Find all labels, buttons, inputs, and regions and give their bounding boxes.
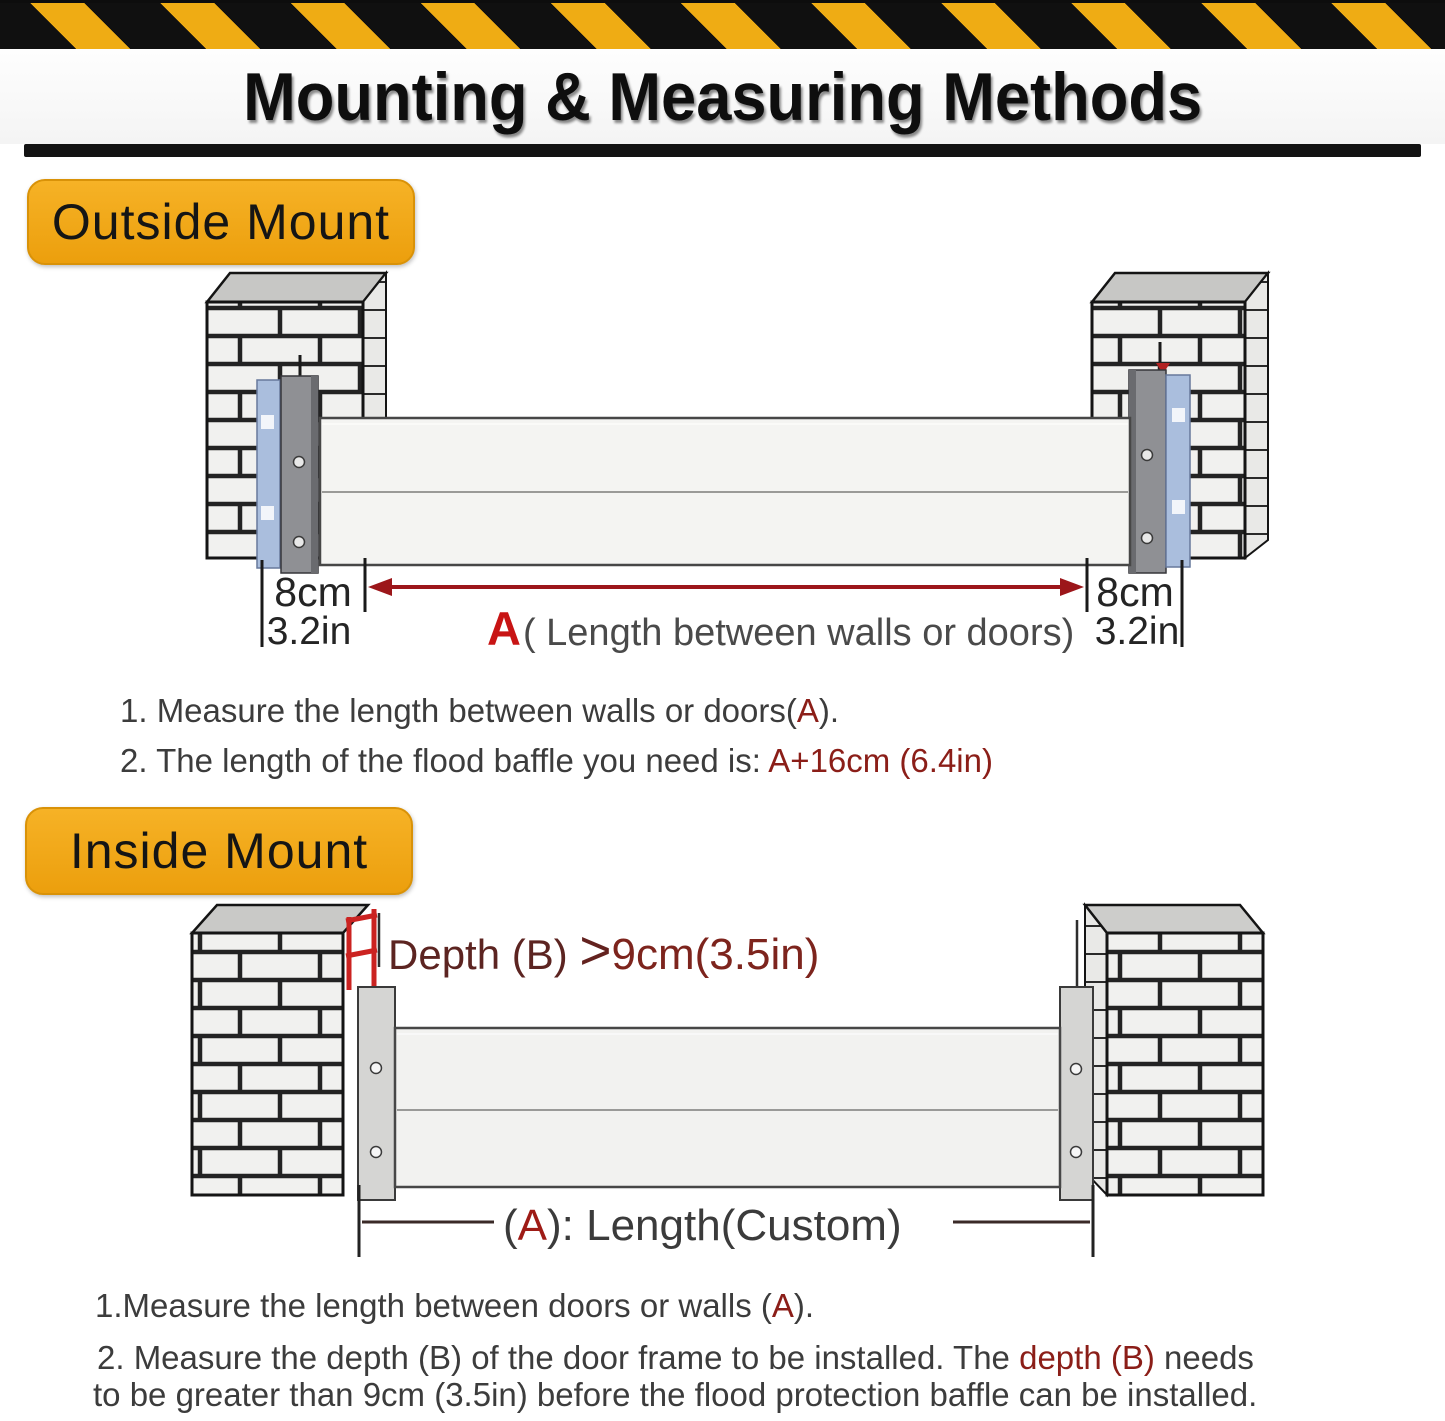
left-offset-cm-label: 8cm — [274, 569, 352, 615]
outside-step-2 — [120, 742, 993, 780]
page-title: Mounting & Measuring Methods — [242, 58, 1203, 135]
dimension-a-letter: A — [517, 1201, 548, 1250]
depth-b-value: 9cm(3.5in) — [611, 930, 820, 979]
greater-than-sign: > — [579, 919, 612, 981]
step-text: ). — [818, 692, 840, 729]
mounting-channel-right — [1060, 987, 1093, 1200]
dimension-a-letter: A — [487, 602, 521, 655]
screw-icon — [371, 1063, 382, 1074]
title-banner — [0, 49, 1445, 144]
length-a-caption — [487, 601, 1074, 656]
outside-mount-badge — [27, 179, 415, 265]
inside-step-2-line-2 — [93, 1376, 1257, 1414]
step-text: 1.Measure the length between doors or walls ( — [95, 1287, 772, 1324]
dimension-a-text: ( Length between walls or doors) — [522, 612, 1075, 654]
flood-barrier-panels — [320, 418, 1130, 565]
seal-strip-right — [1166, 375, 1190, 567]
inside-mount-badge-label: Inside Mount — [69, 823, 369, 879]
dimension-arrow-icon — [368, 578, 1084, 596]
length-custom-text: ): Length(Custom) — [547, 1201, 902, 1250]
inside-mount-badge — [25, 807, 413, 895]
mounting-channel-right — [1129, 370, 1166, 573]
right-offset-cm-label: 8cm — [1096, 569, 1174, 615]
screw-icon — [1071, 1064, 1082, 1075]
screw-icon — [294, 457, 305, 468]
brick-pillar-right — [1085, 905, 1263, 1195]
depth-indicator-icon — [346, 909, 377, 990]
step-accent: A — [771, 1287, 794, 1324]
flood-barrier-panels — [395, 1028, 1060, 1187]
right-offset-in-label: 3.2in — [1094, 610, 1180, 653]
outside-mount-diagram — [0, 255, 1445, 655]
depth-b-caption — [388, 918, 819, 982]
seal-strip-left — [257, 380, 280, 568]
screw-icon — [1071, 1147, 1082, 1158]
step-accent: depth (B) — [1019, 1339, 1155, 1376]
length-custom-caption — [503, 1201, 902, 1251]
hazard-tape-banner — [0, 0, 1445, 49]
mounting-channel-left — [358, 987, 395, 1200]
mounting-channel-left — [281, 376, 318, 573]
step-accent: A — [796, 692, 819, 729]
brick-pillar-left — [192, 905, 368, 1195]
screw-icon — [1142, 450, 1153, 461]
depth-b-prefix: Depth (B) — [388, 931, 580, 978]
step-accent: A+16cm (6.4in) — [768, 742, 993, 779]
step-text: 2. The length of the flood baffle you need is: — [120, 742, 769, 779]
step-text: to be greater than 9cm (3.5in) before the flood protection baffle can be installed. — [93, 1376, 1258, 1413]
screw-icon — [371, 1147, 382, 1158]
outside-mount-badge-label: Outside Mount — [51, 194, 391, 250]
step-text: 2. Measure the depth (B) of the door frame to be installed. The — [97, 1339, 1020, 1376]
left-offset-in-label: 3.2in — [266, 610, 352, 653]
step-text: 1. Measure the length between walls or doors( — [120, 692, 797, 729]
step-text: needs — [1154, 1339, 1254, 1376]
paren-open: ( — [503, 1201, 518, 1250]
screw-icon — [294, 537, 305, 548]
step-text: ). — [793, 1287, 815, 1324]
title-divider-bar — [24, 144, 1421, 157]
inside-step-1 — [95, 1287, 814, 1325]
outside-step-1 — [120, 692, 839, 730]
inside-step-2-line-1 — [97, 1339, 1397, 1377]
screw-icon — [1142, 533, 1153, 544]
